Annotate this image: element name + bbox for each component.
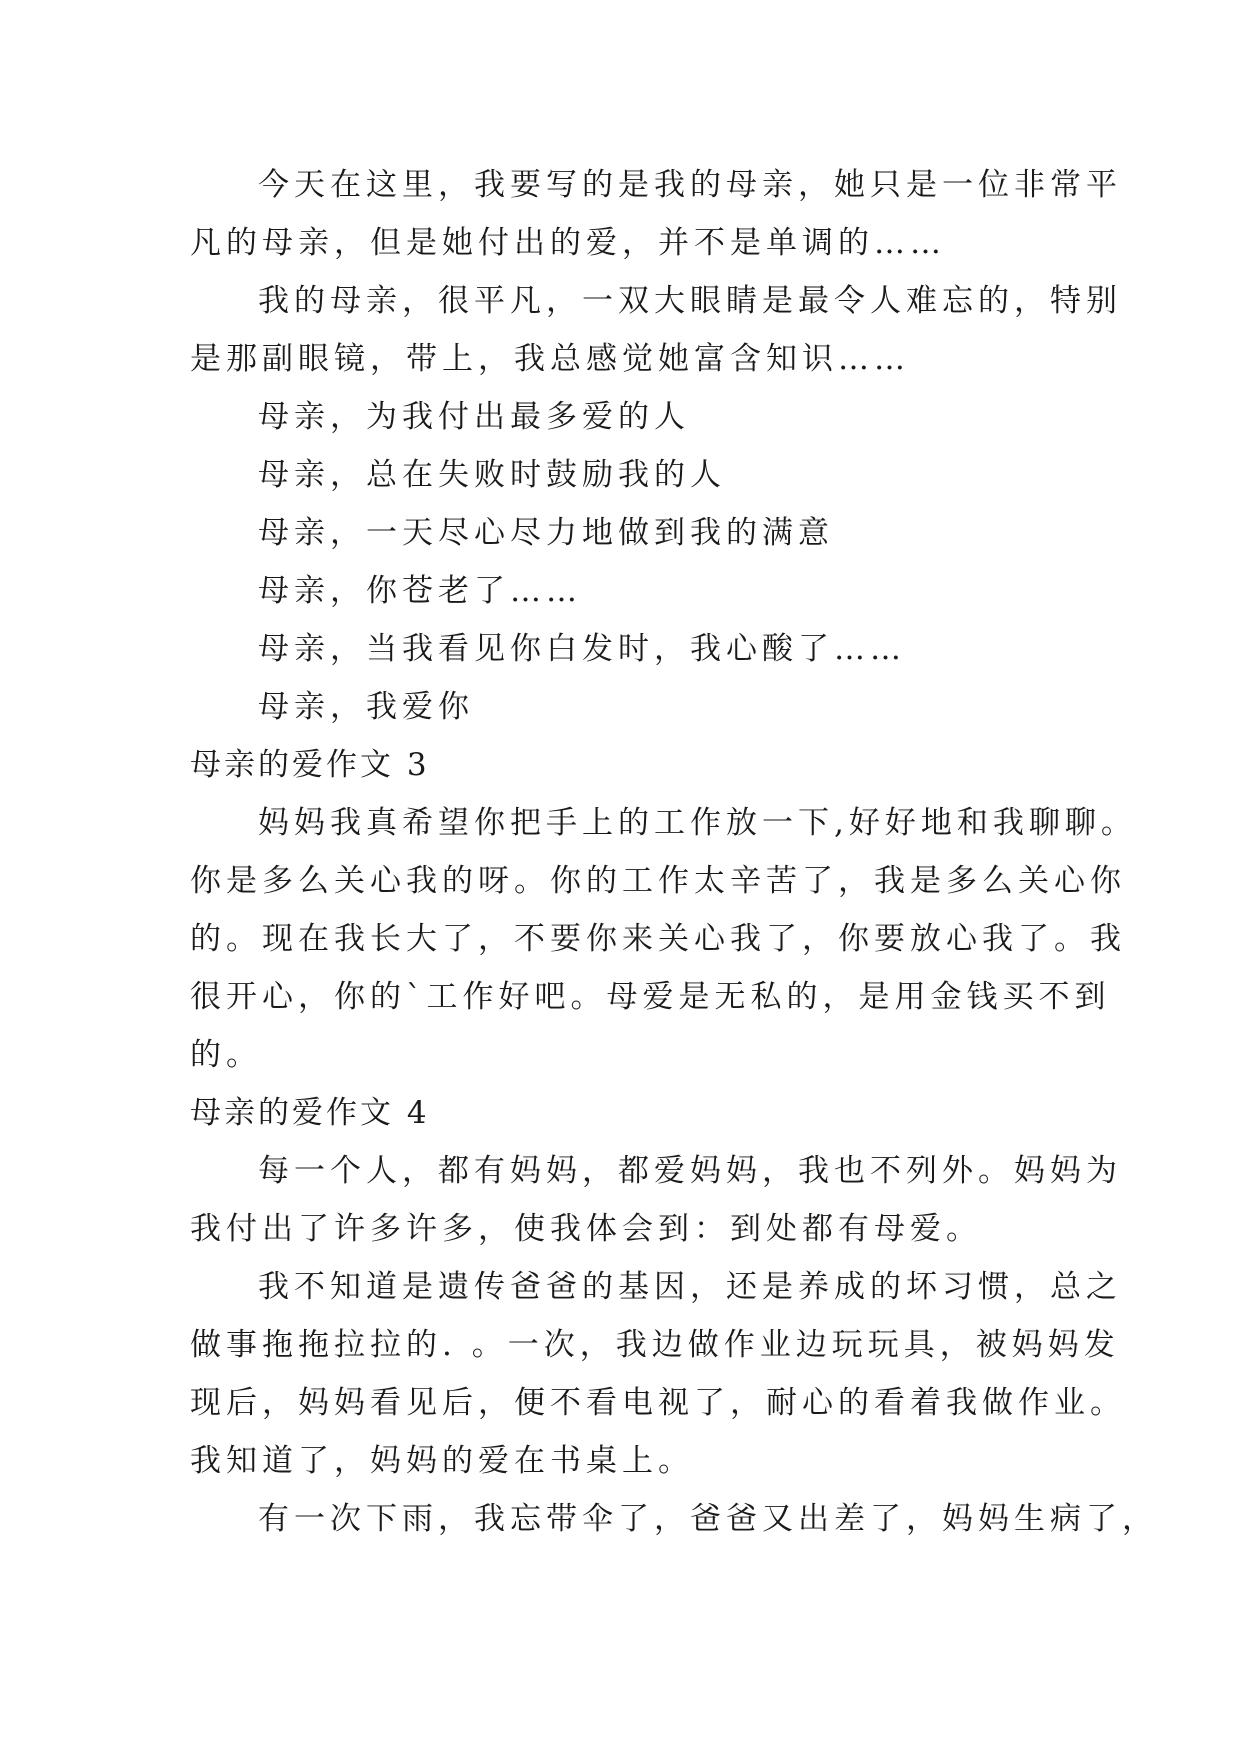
paragraph-line: 有一次下雨，我忘带伞了，爸爸又出差了，妈妈生病了， <box>258 1501 1158 1537</box>
paragraph-line: 我付出了许多许多，使我体会到：到处都有母爱。 <box>190 1211 982 1247</box>
paragraph-line: 我不知道是遗传爸爸的基因，还是养成的坏习惯，总之 <box>258 1269 1122 1305</box>
paragraph-line: 我的母亲，很平凡，一双大眼睛是最令人难忘的，特别 <box>258 283 1122 319</box>
paragraph-line: 母亲，为我付出最多爱的人 <box>258 399 690 435</box>
paragraph-line: 妈妈我真希望你把手上的工作放一下,好好地和我聊聊。 <box>258 805 1137 841</box>
paragraph-line: 母亲，总在失败时鼓励我的人 <box>258 457 726 493</box>
paragraph-line: 母亲，一天尽心尽力地做到我的满意 <box>258 515 834 551</box>
paragraph-line: 我知道了，妈妈的爱在书桌上。 <box>190 1443 694 1479</box>
paragraph-line: 很开心，你的`工作好吧。母爱是无私的，是用金钱买不到 <box>190 979 1111 1015</box>
paragraph-line: 凡的母亲，但是她付出的爱，并不是单调的…… <box>190 225 946 261</box>
paragraph-line: 现后，妈妈看见后，便不看电视了，耐心的看着我做作业。 <box>190 1385 1126 1421</box>
paragraph-line: 母亲，我爱你 <box>258 689 474 725</box>
paragraph-line: 母亲，你苍老了…… <box>258 573 582 609</box>
section-heading: 母亲的爱作文 4 <box>190 1095 430 1131</box>
paragraph-line: 母亲，当我看见你白发时，我心酸了…… <box>258 631 906 667</box>
section-heading: 母亲的爱作文 3 <box>190 747 430 783</box>
paragraph-line: 的。 <box>190 1037 262 1073</box>
paragraph-line: 今天在这里，我要写的是我的母亲，她只是一位非常平 <box>258 167 1122 203</box>
paragraph-line: 你是多么关心我的呀。你的工作太辛苦了，我是多么关心你 <box>190 863 1126 899</box>
paragraph-line: 做事拖拖拉拉的. 。一次，我边做作业边玩玩具，被妈妈发 <box>190 1327 1120 1363</box>
paragraph-line: 是那副眼镜，带上，我总感觉她富含知识…… <box>190 341 910 377</box>
paragraph-line: 每一个人，都有妈妈，都爱妈妈，我也不列外。妈妈为 <box>258 1153 1122 1189</box>
paragraph-line: 的。现在我长大了，不要你来关心我了，你要放心我了。我 <box>190 921 1126 957</box>
